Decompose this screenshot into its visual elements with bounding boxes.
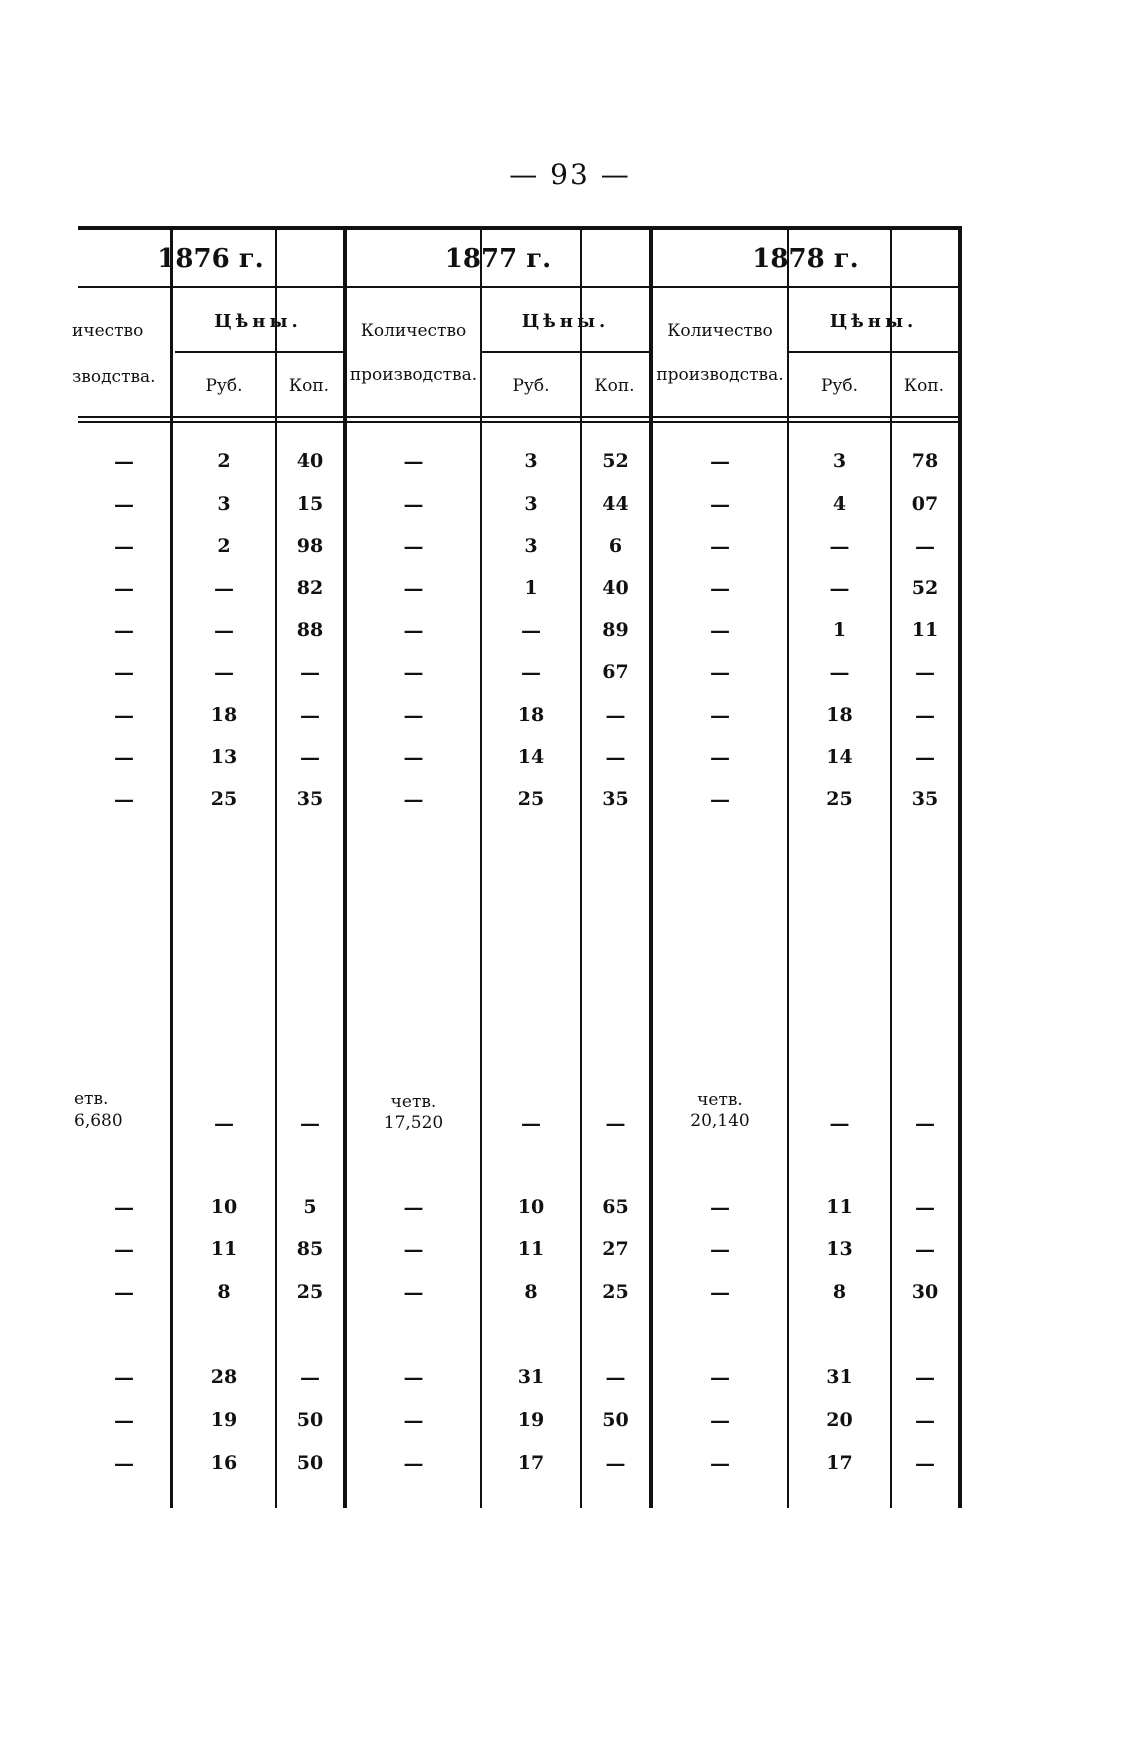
table-cell: 19 bbox=[517, 1409, 545, 1431]
table-cell: — bbox=[300, 745, 320, 769]
table-cell: 25 bbox=[602, 1281, 629, 1303]
column-rule bbox=[649, 226, 653, 1508]
quantity-header-1878: производства. bbox=[656, 365, 784, 385]
table-cell: 1 bbox=[524, 577, 538, 599]
table-cell: — bbox=[521, 660, 541, 684]
table-cell: 31 bbox=[517, 1366, 545, 1388]
table-cell: — bbox=[403, 449, 424, 473]
table-cell: 67 bbox=[602, 661, 629, 683]
table-cell: — bbox=[403, 1365, 424, 1389]
table-cell: 3 bbox=[524, 535, 538, 557]
table-cell: — bbox=[710, 576, 730, 600]
table-cell: — bbox=[710, 1365, 730, 1389]
table-cell: 98 bbox=[296, 535, 324, 557]
table-cell: 82 bbox=[296, 577, 324, 599]
header-bottom-rule bbox=[78, 421, 960, 423]
column-rule bbox=[480, 226, 482, 1508]
table-cell: 40 bbox=[296, 450, 324, 472]
table-cell: 35 bbox=[602, 788, 629, 810]
table-cell: 3 bbox=[524, 493, 538, 515]
year-1878: 1878 г. bbox=[752, 244, 859, 274]
quantity-header-1877: производства. bbox=[349, 365, 478, 385]
table-cell: — bbox=[300, 1111, 320, 1135]
table-cell: — bbox=[114, 1451, 134, 1475]
table-cell: 17 bbox=[826, 1452, 853, 1474]
prices-subrule bbox=[789, 351, 958, 353]
table-cell: 25 bbox=[517, 788, 545, 810]
table-cell: — bbox=[114, 703, 134, 727]
table-cell: 35 bbox=[296, 788, 324, 810]
table-cell: — bbox=[710, 660, 730, 684]
table-cell: — bbox=[710, 745, 730, 769]
table-cell: — bbox=[300, 703, 320, 727]
table-cell: — bbox=[300, 660, 320, 684]
table-cell: — bbox=[403, 1451, 424, 1475]
table-cell: 6 bbox=[608, 535, 623, 557]
column-rule bbox=[890, 226, 892, 1508]
quantity-1878-unit: четв. bbox=[697, 1090, 743, 1110]
table-cell: 25 bbox=[826, 788, 853, 810]
kop-header-1876: Коп. bbox=[288, 376, 330, 396]
table-cell: 50 bbox=[296, 1452, 324, 1474]
table-cell: — bbox=[710, 1280, 730, 1304]
table-cell: 14 bbox=[826, 746, 853, 768]
table-cell: — bbox=[114, 787, 134, 811]
rub-header-1876: Руб. bbox=[205, 376, 243, 396]
table-cell: — bbox=[521, 1111, 541, 1135]
table-cell: 50 bbox=[602, 1409, 629, 1431]
table-cell: — bbox=[403, 576, 424, 600]
table-cell: — bbox=[521, 618, 541, 642]
table-cell: — bbox=[114, 492, 134, 516]
table-cell: — bbox=[915, 660, 935, 684]
table-cell: 20 bbox=[826, 1409, 853, 1431]
table-cell: 15 bbox=[296, 493, 324, 515]
table-cell: 13 bbox=[826, 1238, 853, 1260]
table-cell: — bbox=[605, 703, 626, 727]
table-cell: 13 bbox=[210, 746, 238, 768]
table-cell: 2 bbox=[217, 450, 231, 472]
prices-subrule bbox=[482, 351, 649, 353]
table-cell: — bbox=[114, 660, 134, 684]
table-cell: 44 bbox=[602, 493, 629, 515]
quantity-header-1877: Количество bbox=[360, 321, 467, 341]
column-rule bbox=[580, 226, 582, 1508]
table-cell: — bbox=[605, 745, 626, 769]
quantity-header-partial: зводства. bbox=[72, 367, 156, 387]
table-cell: 11 bbox=[210, 1238, 238, 1260]
table-cell: 52 bbox=[911, 577, 939, 599]
table-cell: — bbox=[710, 1195, 730, 1219]
year-1877: 1877 г. bbox=[444, 244, 552, 274]
table-cell: 50 bbox=[296, 1409, 324, 1431]
table-cell: 16 bbox=[210, 1452, 238, 1474]
table-cell: — bbox=[403, 1280, 424, 1304]
table-cell: — bbox=[214, 576, 234, 600]
table-cell: — bbox=[915, 745, 935, 769]
table-cell: — bbox=[114, 576, 134, 600]
quantity-1877-unit: четв. bbox=[390, 1092, 437, 1112]
table-cell: 89 bbox=[602, 619, 629, 641]
table-cell: 10 bbox=[517, 1196, 545, 1218]
table-cell: — bbox=[829, 1111, 850, 1135]
table-cell: — bbox=[915, 1111, 935, 1135]
table-cell: 3 bbox=[832, 450, 847, 472]
table-cell: 4 bbox=[832, 493, 847, 515]
table-cell: 40 bbox=[602, 577, 629, 599]
table-cell: 10 bbox=[210, 1196, 238, 1218]
quantity-1877-value: 17,520 bbox=[383, 1113, 444, 1133]
table-cell: — bbox=[915, 703, 935, 727]
table-cell: 8 bbox=[217, 1281, 231, 1303]
table-cell: — bbox=[710, 618, 730, 642]
table-cell: 18 bbox=[517, 704, 545, 726]
year-1876: 1876 г. bbox=[157, 244, 264, 274]
table-cell: — bbox=[114, 449, 134, 473]
table-cell: — bbox=[915, 1237, 935, 1261]
table-cell: 1 bbox=[832, 619, 847, 641]
table-cell: — bbox=[710, 1451, 730, 1475]
table-cell: — bbox=[403, 492, 424, 516]
table-cell: — bbox=[915, 534, 935, 558]
table-cell: 17 bbox=[517, 1452, 545, 1474]
table-cell: — bbox=[915, 1195, 935, 1219]
table-cell: — bbox=[114, 1195, 134, 1219]
kop-header-1878: Коп. bbox=[903, 376, 945, 396]
table-cell: — bbox=[915, 1408, 935, 1432]
table-cell: 18 bbox=[826, 704, 853, 726]
table-cell: 25 bbox=[296, 1281, 324, 1303]
kop-header-1877: Коп. bbox=[594, 376, 635, 396]
table-cell: — bbox=[915, 1451, 935, 1475]
prices-header-1876: Цѣны. bbox=[214, 311, 302, 332]
table-cell: 07 bbox=[911, 493, 939, 515]
table-cell: 65 bbox=[602, 1196, 629, 1218]
table-cell: — bbox=[829, 576, 850, 600]
table-cell: — bbox=[915, 1365, 935, 1389]
table-cell: 88 bbox=[296, 619, 324, 641]
table-cell: — bbox=[829, 534, 850, 558]
table-cell: — bbox=[710, 787, 730, 811]
table-cell: — bbox=[605, 1451, 626, 1475]
table-cell: — bbox=[403, 660, 424, 684]
quantity-header-partial: ичество bbox=[72, 321, 144, 341]
table-cell: 2 bbox=[217, 535, 231, 557]
prices-header-1877: Цѣны. bbox=[521, 311, 610, 332]
table-cell: — bbox=[710, 449, 730, 473]
table-cell: 78 bbox=[911, 450, 939, 472]
page-number: — 93 — bbox=[509, 158, 631, 191]
table-cell: 11 bbox=[911, 619, 939, 641]
year-rule bbox=[78, 286, 960, 288]
quantity-1876-unit: етв. bbox=[74, 1089, 109, 1109]
table-cell: — bbox=[214, 1111, 234, 1135]
table-cell: — bbox=[403, 534, 424, 558]
table-cell: — bbox=[605, 1365, 626, 1389]
quantity-1876-value: 6,680 bbox=[74, 1111, 123, 1131]
table-cell: — bbox=[403, 1408, 424, 1432]
table-cell: 11 bbox=[826, 1196, 853, 1218]
table-cell: 30 bbox=[911, 1281, 939, 1303]
prices-header-1878: Цѣны. bbox=[829, 311, 918, 332]
table-top-rule bbox=[78, 226, 960, 230]
table-cell: 14 bbox=[517, 746, 545, 768]
table-cell: 19 bbox=[210, 1409, 238, 1431]
table-cell: — bbox=[829, 660, 850, 684]
table-cell: — bbox=[214, 660, 234, 684]
table-cell: — bbox=[403, 1237, 424, 1261]
table-cell: — bbox=[710, 1408, 730, 1432]
table-cell: 25 bbox=[210, 788, 238, 810]
table-cell: 52 bbox=[602, 450, 629, 472]
table-cell: — bbox=[114, 1237, 134, 1261]
column-rule bbox=[343, 226, 347, 1508]
table-cell: — bbox=[114, 1408, 134, 1432]
table-cell: 27 bbox=[602, 1238, 629, 1260]
rub-header-1878: Руб. bbox=[820, 376, 859, 396]
column-rule bbox=[958, 226, 962, 1508]
quantity-1878-value: 20,140 bbox=[690, 1111, 750, 1131]
column-rule bbox=[787, 226, 789, 1508]
quantity-header-1878: Количество bbox=[667, 321, 773, 341]
table-cell: — bbox=[403, 745, 424, 769]
table-cell: — bbox=[114, 1280, 134, 1304]
table-cell: — bbox=[403, 787, 424, 811]
table-cell: — bbox=[710, 703, 730, 727]
table-cell: — bbox=[114, 745, 134, 769]
table-cell: — bbox=[710, 492, 730, 516]
table-cell: 8 bbox=[524, 1281, 538, 1303]
table-cell: — bbox=[710, 534, 730, 558]
table-cell: 3 bbox=[524, 450, 538, 472]
table-cell: 31 bbox=[826, 1366, 853, 1388]
prices-subrule bbox=[175, 351, 343, 353]
table-cell: 35 bbox=[911, 788, 939, 810]
table-cell: — bbox=[403, 1195, 424, 1219]
table-cell: 18 bbox=[210, 704, 238, 726]
rub-header-1877: Руб. bbox=[512, 376, 550, 396]
table-cell: 3 bbox=[217, 493, 231, 515]
table-cell: 8 bbox=[832, 1281, 847, 1303]
table-cell: — bbox=[403, 703, 424, 727]
table-cell: 11 bbox=[517, 1238, 545, 1260]
header-bottom-rule bbox=[78, 416, 960, 418]
table-cell: — bbox=[214, 618, 234, 642]
table-cell: — bbox=[403, 618, 424, 642]
table-cell: 5 bbox=[303, 1196, 317, 1218]
column-rule bbox=[170, 226, 173, 1508]
table-cell: — bbox=[605, 1111, 626, 1135]
table-cell: 85 bbox=[296, 1238, 324, 1260]
table-cell: — bbox=[300, 1365, 320, 1389]
column-rule bbox=[275, 226, 277, 1508]
table-cell: — bbox=[114, 1365, 134, 1389]
table-cell: 28 bbox=[210, 1366, 238, 1388]
table-cell: — bbox=[114, 534, 134, 558]
table-cell: — bbox=[710, 1237, 730, 1261]
table-cell: — bbox=[114, 618, 134, 642]
